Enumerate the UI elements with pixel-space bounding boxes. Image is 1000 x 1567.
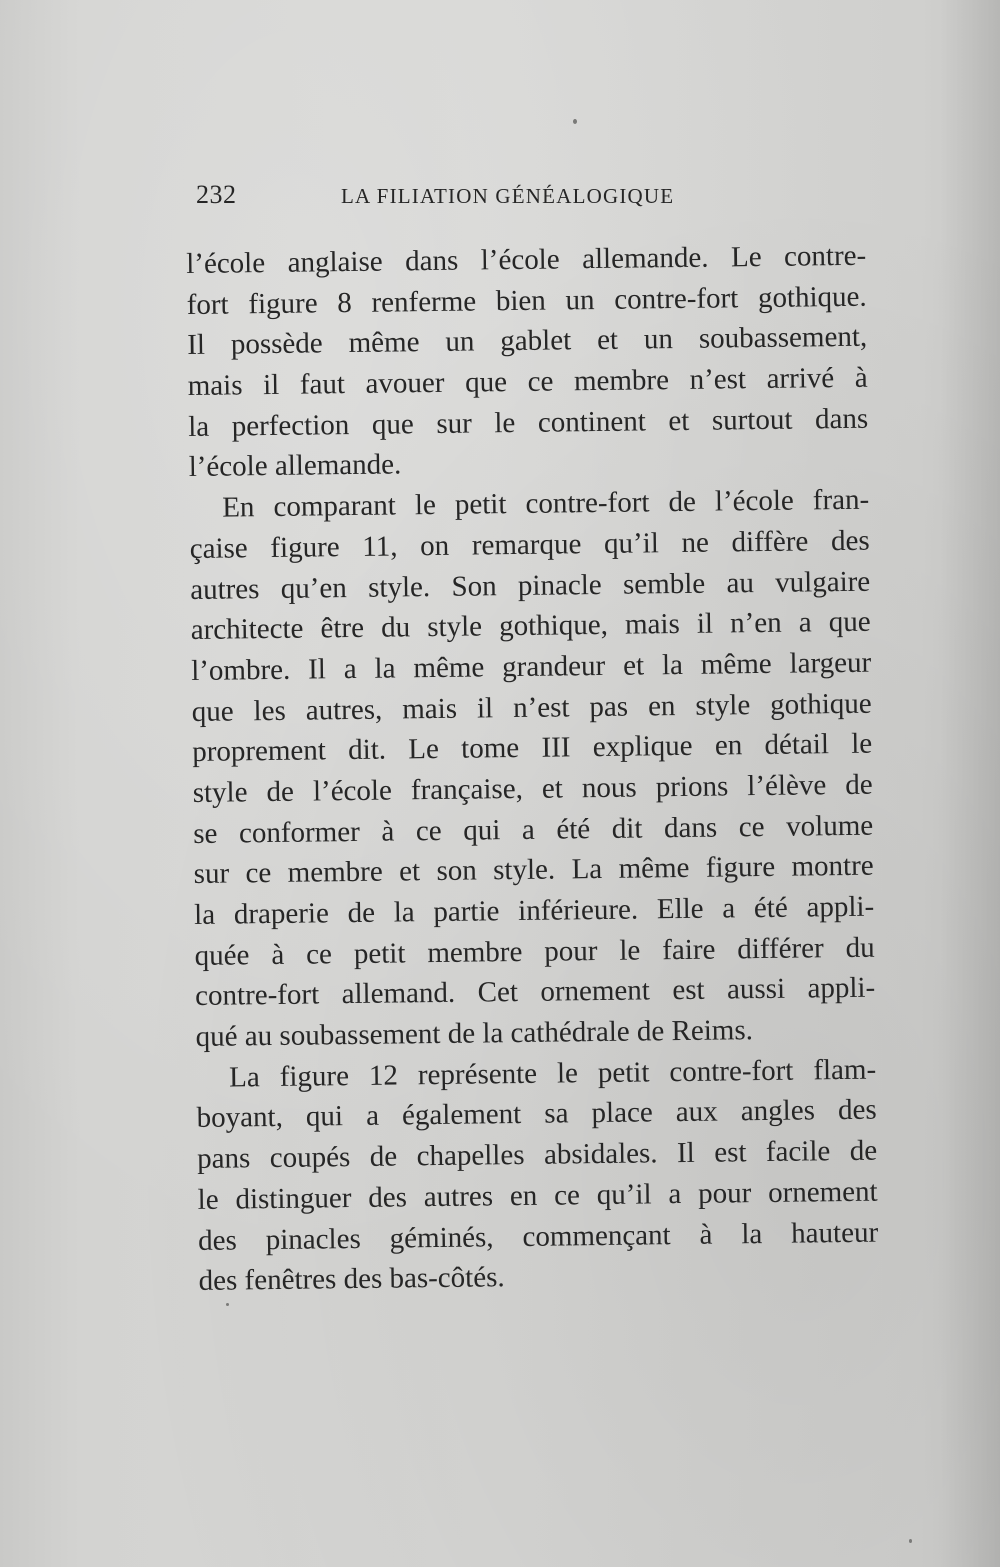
text-line: l’école allemande.	[188, 448, 402, 484]
text-line: pans coupés de chapelles absidales. Il est facile de	[196, 1134, 878, 1176]
text-line: la draperie de la partie inférieure. Elle a été appli-	[194, 890, 875, 931]
text-line: que les autres, mais il n’est pas en style gothique	[191, 687, 872, 728]
text-line: quée à ce petit membre pour le faire différer du	[194, 931, 875, 972]
paragraph	[186, 236, 869, 488]
text-line: La figure 12 représente le petit contre-fort flam-	[228, 1053, 877, 1094]
page-edge-shadow	[940, 0, 1000, 1567]
text-line: style de l’école française, et nous prions l’élève de	[192, 768, 873, 809]
body-text	[186, 236, 879, 1302]
paper-speck	[573, 119, 577, 124]
paper-speck	[909, 1539, 912, 1543]
text-line: l’ombre. Il a la même grandeur et la même largeur	[191, 646, 872, 687]
text-line: contre-fort allemand. Cet ornement est aussi appli-	[194, 972, 876, 1013]
text-line: l’école anglaise dans l’école allemande. Le contre-	[186, 239, 867, 280]
text-line: des fenêtres des bas-côtés.	[198, 1261, 505, 1298]
paper-speck	[226, 1303, 229, 1306]
text-line: le distinguer des autres en ce qu’il a pour ornement	[197, 1175, 878, 1216]
text-line: sur ce membre et son style. La même figure montre	[193, 849, 874, 891]
text-line: çaise figure 11, on remarque qu’il ne diffère des	[189, 524, 870, 565]
text-line: proprement dit. Le tome III explique en détail le	[192, 727, 873, 769]
text-line: mais il faut avouer que ce membre n’est arrivé à	[187, 361, 868, 403]
text-line: autres qu’en style. Son pinacle semble au vulgaire	[190, 565, 871, 606]
text-line: architecte être du style gothique, mais il n’en a que	[190, 605, 871, 647]
text-line: En comparant le petit contre-fort de l’école fran-	[222, 483, 870, 524]
text-line: des pinacles géminés, commençant à la hauteur	[197, 1216, 879, 1257]
text-line: fort figure 8 renferme bien un contre-fort gothique.	[186, 280, 867, 321]
text-line: se conformer à ce qui a été dit dans ce volume	[193, 809, 874, 850]
paragraph	[196, 1049, 879, 1301]
text-line: Il possède même un gablet et un soubassement,	[187, 321, 868, 362]
text-line: boyant, qui a également sa place aux angles des	[196, 1094, 877, 1135]
text-line: qué au soubassement de la cathédrale de Reims.	[195, 1014, 754, 1054]
running-head	[196, 180, 756, 214]
page-number: 232	[196, 180, 237, 209]
text-line: la perfection que sur le continent et surtout dans	[188, 402, 869, 443]
running-title: LA FILIATION GÉNÉALOGIQUE	[341, 184, 675, 208]
paragraph	[189, 480, 876, 1058]
